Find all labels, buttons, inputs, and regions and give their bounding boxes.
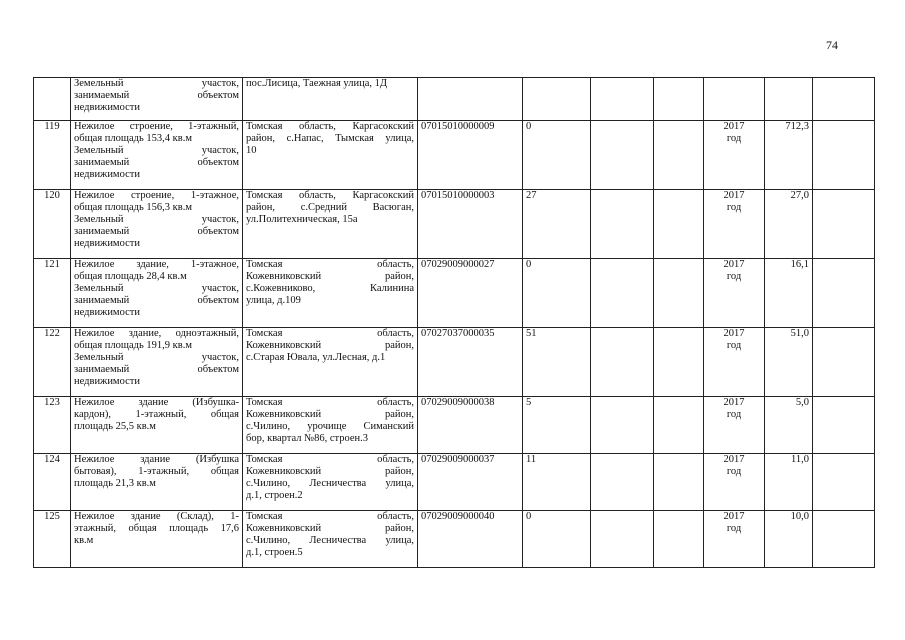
text-word: Земельный	[74, 145, 124, 156]
address-line	[246, 454, 414, 466]
text-word: строение,	[131, 190, 175, 201]
address-line	[246, 328, 414, 340]
text-word: занимаемый	[74, 157, 130, 168]
empty-cell	[813, 397, 875, 454]
name-line	[74, 409, 239, 421]
text-word: (Избушка	[195, 454, 239, 465]
row-number: 120	[34, 190, 71, 259]
text-word: Кожевниковский	[246, 523, 322, 534]
cadastral-code-cell: 07027037000035	[418, 328, 523, 397]
text-word: площадь	[169, 523, 209, 534]
text-word: участок,	[201, 145, 239, 156]
empty-cell	[654, 259, 704, 328]
name-line: площадь 21,3 кв.м	[74, 478, 156, 489]
text-word: область,	[377, 259, 414, 270]
name-line	[74, 466, 239, 478]
text-word: Нежилое	[74, 397, 115, 408]
year-cell	[704, 454, 765, 511]
name-line	[74, 328, 239, 340]
object-name-cell	[71, 121, 243, 190]
text-word: с.Чилино,	[246, 421, 291, 432]
cadastral-code-cell	[418, 78, 523, 121]
name-line: недвижимости	[74, 376, 140, 387]
year-line: год	[726, 271, 742, 282]
amount-cell: 712,3	[765, 121, 813, 190]
empty-cell	[813, 190, 875, 259]
text-word: Томская	[246, 511, 283, 522]
address-line: д.1, строен.5	[246, 547, 303, 558]
address-line: улица, д.109	[246, 295, 301, 306]
address-line	[246, 523, 414, 535]
address-line	[246, 340, 414, 352]
year-line: 2017	[723, 397, 745, 408]
text-word: с.Средний	[300, 202, 347, 213]
empty-cell	[654, 454, 704, 511]
text-word: область,	[377, 328, 414, 339]
name-line	[74, 364, 239, 376]
text-word: Нежилое	[74, 511, 115, 522]
empty-cell	[591, 328, 654, 397]
name-line	[74, 352, 239, 364]
row-number: 123	[34, 397, 71, 454]
address-line	[246, 466, 414, 478]
text-word: кардон),	[74, 409, 112, 420]
text-word: район,	[384, 340, 414, 351]
text-word: участок,	[201, 283, 239, 294]
text-word: улица,	[385, 133, 414, 144]
text-word: улица,	[385, 535, 414, 546]
name-line	[74, 145, 239, 157]
amount-cell: 5,0	[765, 397, 813, 454]
year-cell	[704, 121, 765, 190]
text-word: 1-этажный,	[135, 409, 187, 420]
object-name-cell	[71, 511, 243, 568]
text-word: бытовая),	[74, 466, 117, 477]
text-word: 1-этажное,	[190, 190, 239, 201]
text-word: занимаемый	[74, 295, 130, 306]
address-line	[246, 478, 414, 490]
text-word: Земельный	[74, 352, 124, 363]
name-line: недвижимости	[74, 169, 140, 180]
text-word: Лесничества	[309, 478, 367, 489]
empty-cell	[591, 397, 654, 454]
text-word: улица,	[385, 478, 414, 489]
address-cell	[243, 511, 418, 568]
year-line: год	[726, 133, 742, 144]
year-cell	[704, 259, 765, 328]
value-cell: 0	[523, 121, 591, 190]
text-word: Томская	[246, 190, 283, 201]
name-word: занимаемый	[74, 90, 130, 101]
name-line	[74, 214, 239, 226]
text-word: Нежилое	[74, 190, 115, 201]
text-word: Симанский	[363, 421, 414, 432]
name-line	[74, 511, 239, 523]
text-word: Томская	[246, 121, 283, 132]
value-cell: 5	[523, 397, 591, 454]
year-line: 2017	[723, 259, 745, 270]
text-word: здание	[140, 454, 171, 465]
year-line: 2017	[723, 121, 745, 132]
address-line: с.Старая Ювала, ул.Лесная, д.1	[246, 352, 386, 363]
value-cell: 11	[523, 454, 591, 511]
text-word: Кожевниковский	[246, 409, 322, 420]
text-word: Калинина	[370, 283, 414, 294]
text-word: объектом	[197, 295, 239, 306]
text-word: Нежилое	[74, 454, 115, 465]
name-line	[74, 90, 239, 102]
address-cell	[243, 328, 418, 397]
text-word: объектом	[197, 157, 239, 168]
name-line: недвижимости	[74, 102, 140, 113]
page-number: 74	[826, 38, 838, 52]
empty-cell	[654, 78, 704, 121]
registry-body	[34, 78, 875, 568]
empty-cell	[813, 454, 875, 511]
text-word: здание,	[136, 259, 169, 270]
year-line: 2017	[723, 328, 745, 339]
address-line	[246, 259, 414, 271]
year-line: год	[726, 523, 742, 534]
row-number: 119	[34, 121, 71, 190]
name-word: объектом	[197, 90, 239, 101]
address-line	[246, 511, 414, 523]
empty-cell	[591, 78, 654, 121]
row-number: 121	[34, 259, 71, 328]
value-cell: 0	[523, 511, 591, 568]
text-word: (Избушка-	[192, 397, 239, 408]
text-word: Кожевниковский	[246, 271, 322, 282]
property-registry-table	[33, 77, 875, 568]
name-line	[74, 283, 239, 295]
empty-cell	[813, 259, 875, 328]
name-line	[74, 397, 239, 409]
address-line	[246, 397, 414, 409]
text-word: Кожевниковский	[246, 340, 322, 351]
empty-cell	[813, 78, 875, 121]
text-word: Каргасокский	[352, 190, 414, 201]
name-line	[74, 226, 239, 238]
text-word: район,	[246, 202, 276, 213]
name-line	[74, 523, 239, 535]
name-line: кв.м	[74, 535, 94, 546]
cadastral-code-cell: 07029009000037	[418, 454, 523, 511]
text-word: участок,	[201, 214, 239, 225]
address-line	[246, 409, 414, 421]
empty-cell	[654, 121, 704, 190]
empty-cell	[813, 121, 875, 190]
text-word: область,	[377, 397, 414, 408]
address-line	[246, 421, 414, 433]
name-word: Земельный	[74, 78, 124, 89]
text-word: этажный,	[74, 523, 117, 534]
table-row	[34, 121, 875, 190]
address-line	[246, 283, 414, 295]
text-word: участок,	[201, 352, 239, 363]
text-word: Томская	[246, 454, 283, 465]
text-word: общая	[210, 466, 239, 477]
name-line: площадь 25,5 кв.м	[74, 421, 156, 432]
row-number: 125	[34, 511, 71, 568]
text-word: район,	[384, 466, 414, 477]
text-word: Земельный	[74, 283, 124, 294]
cadastral-code-cell: 07029009000040	[418, 511, 523, 568]
table-row	[34, 397, 875, 454]
text-word: Нежилое	[74, 121, 115, 132]
text-word: урочище	[307, 421, 347, 432]
text-word: здание,	[128, 328, 162, 339]
object-name-cell	[71, 328, 243, 397]
year-line: 2017	[723, 454, 745, 465]
value-cell: 51	[523, 328, 591, 397]
object-name-cell	[71, 397, 243, 454]
value-cell: 0	[523, 259, 591, 328]
address-cell	[243, 259, 418, 328]
address-cell	[243, 190, 418, 259]
value-cell: 27	[523, 190, 591, 259]
cadastral-code-cell: 07029009000027	[418, 259, 523, 328]
text-word: одноэтажный,	[175, 328, 239, 339]
text-word: Томская	[246, 328, 283, 339]
empty-cell	[654, 328, 704, 397]
name-line: недвижимости	[74, 307, 140, 318]
year-cell	[704, 511, 765, 568]
text-word: 1-этажный,	[138, 466, 190, 477]
address-cell	[243, 121, 418, 190]
table-row	[34, 78, 875, 121]
amount-cell	[765, 78, 813, 121]
object-name-cell	[71, 78, 243, 121]
address-cell	[243, 78, 418, 121]
text-word: общая	[128, 523, 157, 534]
text-word: район,	[384, 523, 414, 534]
amount-cell: 51,0	[765, 328, 813, 397]
text-word: область,	[299, 190, 336, 201]
empty-cell	[591, 259, 654, 328]
text-word: Лесничества	[309, 535, 367, 546]
text-word: здание	[130, 511, 161, 522]
text-word: Каргасокский	[352, 121, 414, 132]
empty-cell	[813, 328, 875, 397]
empty-cell	[591, 190, 654, 259]
year-cell	[704, 328, 765, 397]
text-word: с.Кожевниково,	[246, 283, 316, 294]
address-line: бор, квартал №86, строен.3	[246, 433, 369, 444]
name-line: недвижимости	[74, 238, 140, 249]
address-cell	[243, 397, 418, 454]
address-line	[246, 133, 414, 145]
year-cell	[704, 190, 765, 259]
text-word: район,	[246, 133, 276, 144]
text-word: Томская	[246, 397, 283, 408]
address-line	[246, 271, 414, 283]
name-line: общая площадь 28,4 кв.м	[74, 271, 187, 282]
text-word: Тымская	[335, 133, 374, 144]
text-word: 1-этажный,	[188, 121, 239, 132]
table-row	[34, 454, 875, 511]
text-word: Земельный	[74, 214, 124, 225]
text-word: район,	[384, 271, 414, 282]
year-cell	[704, 397, 765, 454]
text-word: Кожевниковский	[246, 466, 322, 477]
cadastral-code-cell: 07029009000038	[418, 397, 523, 454]
address-line	[246, 535, 414, 547]
text-word: Томская	[246, 259, 283, 270]
year-line: год	[726, 466, 742, 477]
name-line: общая площадь 153,4 кв.м	[74, 133, 192, 144]
text-word: с.Напас,	[286, 133, 324, 144]
row-number: 124	[34, 454, 71, 511]
text-word: (Склад),	[176, 511, 214, 522]
address-line: ул.Политехническая, 15а	[246, 214, 358, 225]
address-line	[246, 190, 414, 202]
name-line	[74, 78, 239, 90]
row-number: 122	[34, 328, 71, 397]
text-word: общая	[210, 409, 239, 420]
object-name-cell	[71, 259, 243, 328]
name-line	[74, 259, 239, 271]
name-line: общая площадь 156,3 кв.м	[74, 202, 192, 213]
cadastral-code-cell: 07015010000003	[418, 190, 523, 259]
cadastral-code-cell: 07015010000009	[418, 121, 523, 190]
object-name-cell	[71, 190, 243, 259]
text-word: Нежилое	[74, 259, 115, 270]
text-word: здание	[138, 397, 169, 408]
table-row	[34, 259, 875, 328]
address-line: д.1, строен.2	[246, 490, 303, 501]
text-word: область,	[377, 454, 414, 465]
empty-cell	[654, 397, 704, 454]
text-word: с.Чилино,	[246, 535, 291, 546]
name-line: общая площадь 191,9 кв.м	[74, 340, 192, 351]
text-word: Васюган,	[372, 202, 414, 213]
address-line	[246, 202, 414, 214]
address-line	[246, 121, 414, 133]
name-word: участок,	[201, 78, 239, 89]
empty-cell	[654, 190, 704, 259]
row-number	[34, 78, 71, 121]
text-word: 1-этажное,	[190, 259, 239, 270]
text-word: 17,6	[220, 523, 239, 534]
text-word: объектом	[197, 364, 239, 375]
table-row	[34, 190, 875, 259]
year-line: 2017	[723, 190, 745, 201]
address-line: пос.Лисица, Таежная улица, 1Д	[246, 78, 388, 89]
empty-cell	[591, 121, 654, 190]
empty-cell	[813, 511, 875, 568]
text-word: объектом	[197, 226, 239, 237]
empty-cell	[654, 511, 704, 568]
name-line	[74, 121, 239, 133]
name-line	[74, 190, 239, 202]
year-line: год	[726, 202, 742, 213]
table-row	[34, 511, 875, 568]
address-line: 10	[246, 145, 257, 156]
text-word: район,	[384, 409, 414, 420]
empty-cell	[591, 454, 654, 511]
value-cell	[523, 78, 591, 121]
object-name-cell	[71, 454, 243, 511]
year-cell	[704, 78, 765, 121]
amount-cell: 27,0	[765, 190, 813, 259]
year-line: 2017	[723, 511, 745, 522]
amount-cell: 16,1	[765, 259, 813, 328]
text-word: занимаемый	[74, 364, 130, 375]
year-line: год	[726, 340, 742, 351]
name-line	[74, 295, 239, 307]
amount-cell: 10,0	[765, 511, 813, 568]
name-line	[74, 454, 239, 466]
text-word: с.Чилино,	[246, 478, 291, 489]
amount-cell: 11,0	[765, 454, 813, 511]
text-word: область,	[377, 511, 414, 522]
text-word: область,	[299, 121, 336, 132]
text-word: строение,	[129, 121, 173, 132]
text-word: 1-	[230, 511, 239, 522]
address-cell	[243, 454, 418, 511]
text-word: занимаемый	[74, 226, 130, 237]
year-line: год	[726, 409, 742, 420]
text-word: Нежилое	[74, 328, 115, 339]
name-line	[74, 157, 239, 169]
empty-cell	[591, 511, 654, 568]
table-row	[34, 328, 875, 397]
